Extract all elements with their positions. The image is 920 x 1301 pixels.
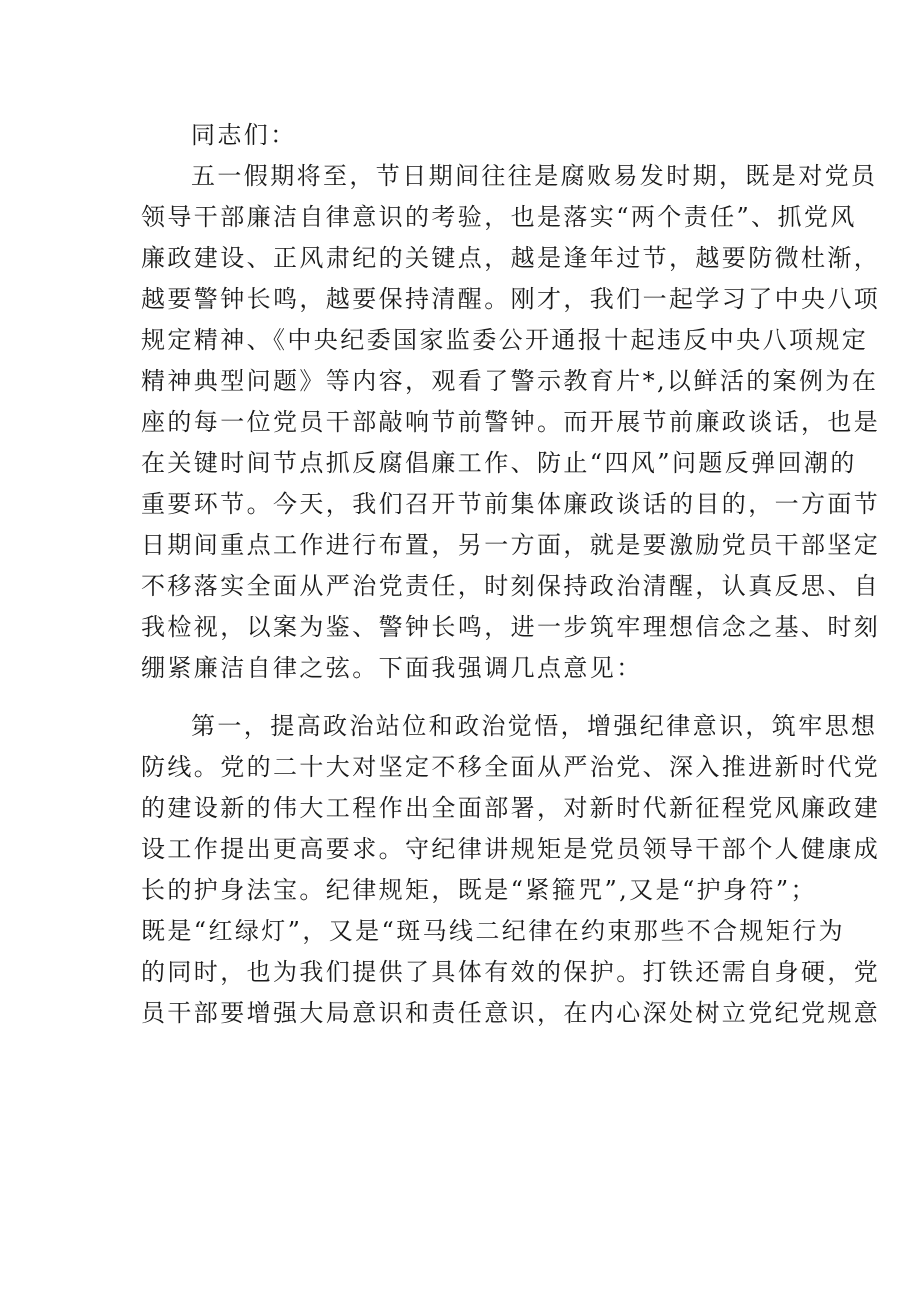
text-line: 不移落实全面从严治党责任，时刻保持政治清醒，认真反思、自 — [141, 572, 881, 600]
text-line: 规定精神、《中央纪委国家监委公开通报十起违反中央八项规定 — [141, 326, 869, 354]
greeting: 同志们： — [191, 121, 297, 149]
text-line: 领导干部廉洁自律意识的考验，也是落实“两个责任”、抓党风 — [141, 203, 857, 231]
text-line: 绷紧廉洁自律之弦。下面我强调几点意见： — [141, 654, 643, 682]
paragraph-1 — [141, 156, 881, 689]
text-line: 我检视，以案为鉴、警钟长鸣，进一步筑牢理想信念之基、时刻 — [141, 613, 881, 641]
text-line: 设工作提出更高要求。守纪律讲规矩是党员领导干部个人健康成 — [141, 835, 881, 863]
text-line: 长的护身法宝。纪律规矩，既是“紧箍咒”,又是“护身符”； — [141, 876, 817, 904]
text-line: 越要警钟长鸣，越要保持清醒。刚才，我们一起学习了中央八项 — [141, 285, 881, 313]
text-line: 的同时，也为我们提供了具体有效的保护。打铁还需自身硬，党 — [141, 958, 881, 986]
text-line: 日期间重点工作进行布置，另一方面，就是要激励党员干部坚定 — [141, 531, 881, 559]
text-line: 座的每一位党员干部敲响节前警钟。而开展节前廉政谈话，也是 — [141, 408, 881, 436]
text-line: 重要环节。今天，我们召开节前集体廉政谈话的目的，一方面节 — [141, 490, 881, 518]
text-line: 廉政建设、正风肃纪的关键点，越是逢年过节，越要防微杜渐， — [141, 244, 881, 272]
text-line: 五一假期将至，节日期间往往是腐败易发时期，既是对党员 — [191, 162, 878, 190]
document-body — [141, 115, 881, 1034]
paragraph-2 — [141, 706, 881, 1034]
text-line: 员干部要增强大局意识和责任意识，在内心深处树立党纪党规意 — [141, 999, 881, 1027]
text-line: 既是“红绿灯”，又是“斑马线二纪律在约束那些不合规矩行为 — [141, 917, 846, 945]
text-line: 精神典型问题》等内容，观看了警示教育片*,以鲜活的案例为在 — [141, 367, 879, 395]
text-line: 防线。党的二十大对坚定不移全面从严治党、深入推进新时代党 — [141, 753, 881, 781]
text-line: 的建设新的伟大工程作出全面部署，对新时代新征程党风廉政建 — [141, 794, 881, 822]
text-line: 在关键时间节点抓反腐倡廉工作、防止“四风”问题反弹回潮的 — [141, 449, 857, 477]
text-line: 第一，提高政治站位和政治觉悟，增强纪律意识，筑牢思想 — [191, 712, 878, 740]
